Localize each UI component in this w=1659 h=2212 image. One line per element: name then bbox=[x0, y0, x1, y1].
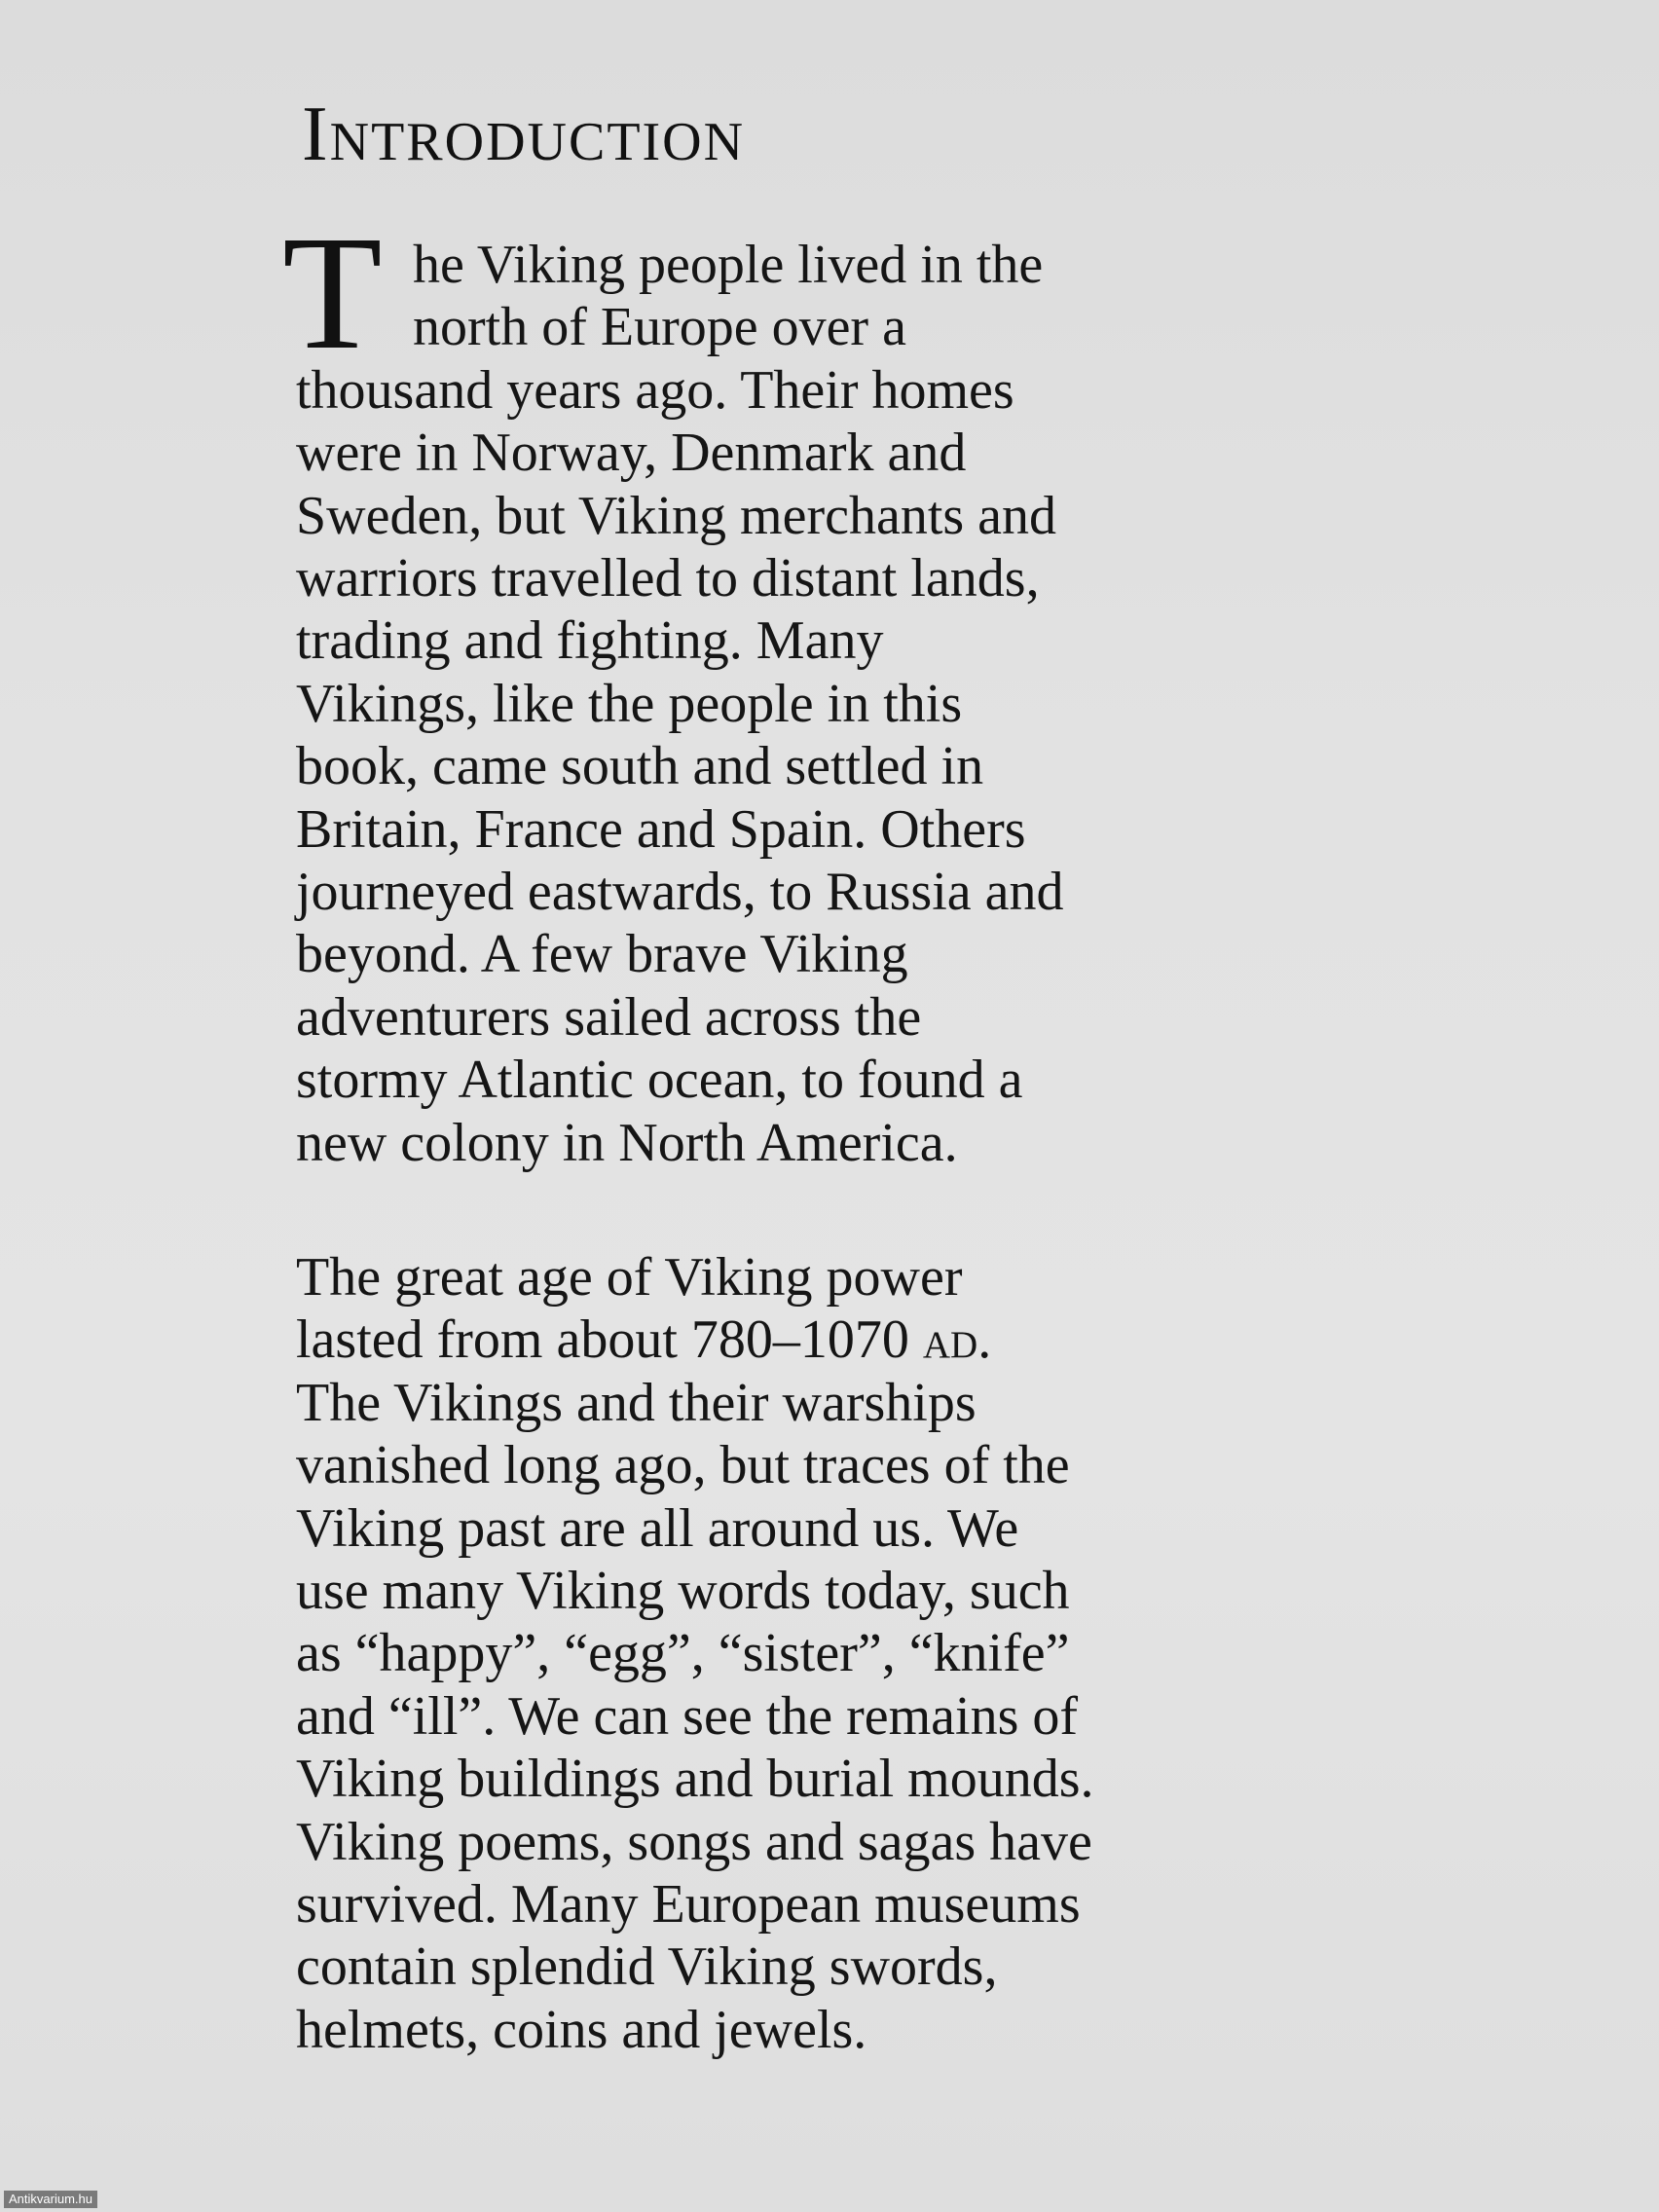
text-line: were in Norway, Denmark and bbox=[296, 423, 967, 484]
text-line: journeyed eastwards, to Russia and bbox=[296, 862, 1064, 923]
text-line: Viking poems, songs and sagas have bbox=[296, 1811, 1092, 1872]
text-line: vanished long ago, but traces of the bbox=[296, 1435, 1070, 1496]
drop-cap: T bbox=[282, 203, 383, 384]
text-line: book, came south and settled in bbox=[296, 736, 984, 797]
text-line: he Viking people lived in the bbox=[413, 235, 1044, 295]
text-line: and “ill”. We can see the remains of bbox=[296, 1685, 1079, 1747]
text-line-era bbox=[296, 1309, 1250, 1371]
text-line: beyond. A few brave Viking bbox=[296, 924, 908, 985]
text-line: The great age of Viking power bbox=[296, 1247, 963, 1308]
intro-paragraph-1 bbox=[296, 234, 1250, 1174]
text-line: Viking past are all around us. We bbox=[296, 1497, 1019, 1559]
text-line: new colony in North America. bbox=[296, 1112, 958, 1173]
text-line: thousand years ago. Their homes bbox=[296, 359, 1014, 421]
era-suffix: . bbox=[977, 1309, 992, 1371]
text-line: adventurers sailed across the bbox=[296, 986, 922, 1048]
era-prefix: lasted from about 780–1070 bbox=[296, 1309, 923, 1371]
page-title: Introduction bbox=[302, 92, 746, 177]
text-line: The Vikings and their warships bbox=[296, 1372, 977, 1433]
text-line: stormy Atlantic ocean, to found a bbox=[296, 1050, 1023, 1111]
text-line: Sweden, but Viking merchants and bbox=[296, 485, 1057, 546]
text-line: Britain, France and Spain. Others bbox=[296, 798, 1026, 860]
text-line: survived. Many European museums bbox=[296, 1874, 1081, 1936]
text-line: trading and fighting. Many bbox=[296, 610, 884, 672]
text-line: Vikings, like the people in this bbox=[296, 673, 963, 734]
text-line: warriors travelled to distant lands, bbox=[296, 548, 1040, 609]
text-line: as “happy”, “egg”, “sister”, “knife” bbox=[296, 1623, 1070, 1684]
text-line: north of Europe over a bbox=[413, 297, 906, 358]
era-abbreviation: ad bbox=[922, 1309, 978, 1371]
text-line: use many Viking words today, such bbox=[296, 1561, 1070, 1622]
text-line: Viking buildings and burial mounds. bbox=[296, 1749, 1094, 1810]
text-line: contain splendid Viking swords, bbox=[296, 1936, 998, 1998]
text-line: helmets, coins and jewels. bbox=[296, 1999, 867, 2060]
intro-paragraph-2 bbox=[296, 1246, 1250, 2061]
watermark: Antikvarium.hu bbox=[4, 2191, 97, 2208]
